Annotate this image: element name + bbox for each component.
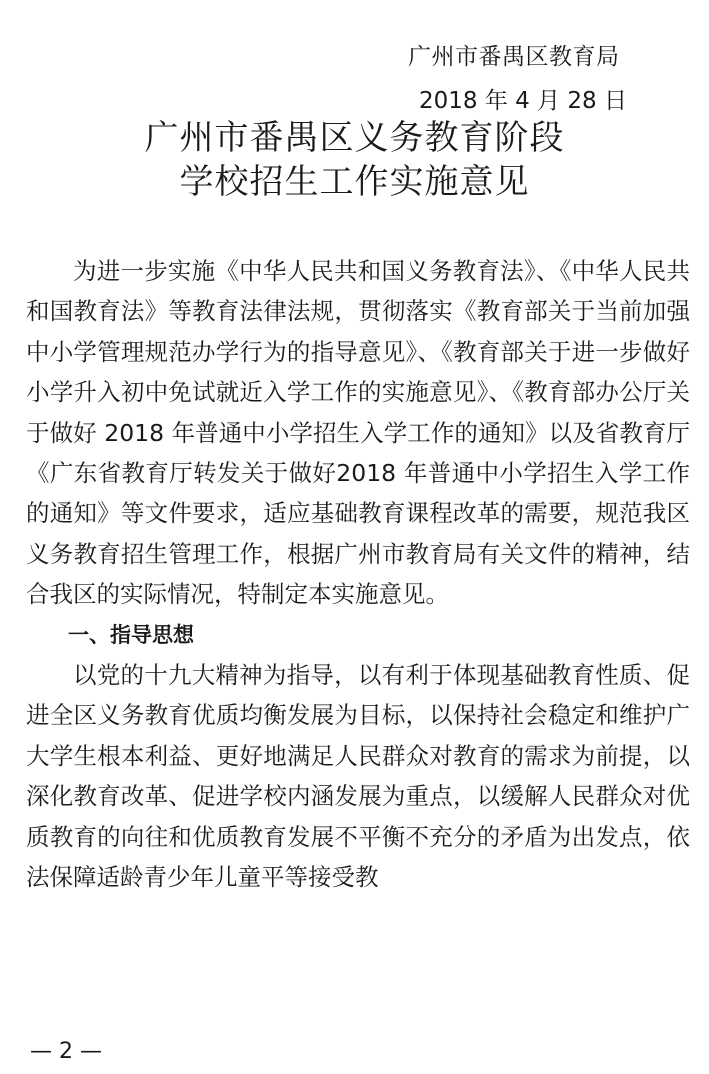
- intro-paragraph: 为进一步实施《中华人民共和国义务教育法》、《中华人民共和国教育法》等教育法律法规，贯彻落实《教育部关于当前加强中小学管理规范办学行为的指导意见》、《教育部关于进一步做好小学升入初中免试就近入学工作的实施意见》、《教育部办公厅关于做好 2018 年普通中小学招生入学工作的通知》以及省教育厅《广东省教育厅转发关于做好2018 年普通中小学招生入学工作的通知》等文件要求，适应基础教育课程改革的需要，规范我区义务教育招生管理工作，根据广州市教育局有关文件的精神，结合我区的实际情况，特制定本实施意见。: [26, 257, 690, 609]
- issue-date: 2018 年 4 月 28 日: [419, 88, 627, 114]
- issuing-authority: 广州市番禺区教育局: [408, 44, 620, 70]
- title-line-1: 广州市番禺区义务教育阶段: [144, 118, 565, 158]
- section-heading-guiding-ideology: 一、指导思想: [68, 622, 194, 647]
- document-body: [26, 251, 690, 898]
- section-paragraph-guiding-ideology: 以党的十九大精神为指导，以有利于体现基础教育性质、促进全区义务教育优质均衡发展为目标，以保持社会稳定和维护广大学生根本利益、更好地满足人民群众对教育的需求为前提，以深化教育改革、促进学校内涵发展为重点，以缓解人民群众对优质教育的向往和优质教育发展不平衡不充分的矛盾为出发点，依法保障适龄青少年儿童平等接受教: [26, 661, 690, 892]
- title-line-2: 学校招生工作实施意见: [179, 162, 530, 202]
- page-number: — 2 —: [30, 1039, 102, 1064]
- document-title: [0, 116, 709, 204]
